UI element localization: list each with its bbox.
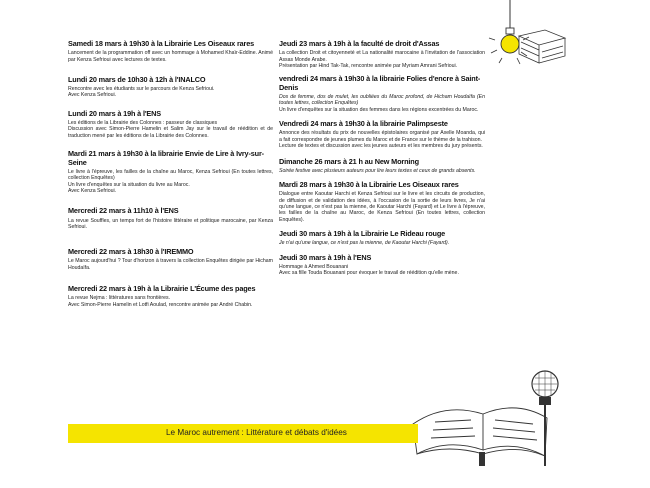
light-bulb-illustration [487,0,577,80]
event-text: Discussion avec Simon-Pierre Hamelin et Salim Jay sur le travail de réédition et de traduction mené par les éditions de la Librairie des Colonnes. [68,126,273,139]
event-block [68,150,273,194]
event-title: Lundi 20 mars de 10h30 à 12h à l'INALCO [68,74,206,84]
event-block [68,207,273,230]
event-block [279,181,485,223]
event-text: La collection Droit et citoyenneté et La nationalité marocaine à l'invitation de l'association Assas Monde Arabe. [279,50,485,63]
event-text: Hommage à Ahmed Bouanani [279,263,349,270]
event-title: Jeudi 30 mars à 19h à l'ENS [279,252,372,262]
event-title: Jeudi 23 mars à 19h à la faculté de droit d'Assas [279,39,440,48]
event-block [68,40,273,63]
event-block [279,40,485,69]
event-text: La revue Souffles, un temps fort de l'histoire littéraire et politique marocaine, par Kenza Sefrioui. [68,217,273,230]
event-block [68,285,273,308]
event-text: Soirée festive avec plusieurs auteurs pour lire leurs textes et ceux de grands absents. [279,167,476,174]
event-block [68,248,273,271]
event-block [279,75,485,113]
banner-text: Le Maroc autrement : Littérature et débats d'idées [166,428,347,437]
event-block [279,254,485,277]
event-text: Le Maroc aujourd'hui ? Tour d'horizon à travers la collection Enquêtes dirigée par Hicham Houdaïfa. [68,258,273,271]
event-title: Mercredi 22 mars à 18h30 à l'IREMMO [68,247,194,257]
event-text: Un livre d'enquêtes sur la situation du livre au Maroc. [68,181,190,188]
left-column [68,40,273,308]
event-title: Lundi 20 mars à 19h à l'ENS [68,108,161,118]
event-text: Annonce des résultats du prix de nouvelles épistolaires organisé par Axelle Moanda, qui a fait correspondre de jeunes plumes du Maroc et de France sur le thème de la trahison. [279,130,485,143]
book-microphone-illustration [405,362,605,472]
event-text: La revue Nejma : littératures sans frontières. [68,295,171,302]
event-block [279,158,485,175]
event-text: Rencontre avec les étudiants sur le parcours de Kenza Sefrioui. [68,86,215,92]
event-block [279,120,485,149]
event-text: Avec sa fille Touda Bouanani pour évoquer le travail de réédition qu'elle mène. [279,270,459,277]
event-text: Présentation par Hind Tak-Tak, rencontre animée par Myriam Amrani Sefrioui. [279,62,458,69]
event-text: Dos de femme, dos de mulet, les oubliées du Maroc profond, de Hicham Houdaïfa (En toutes lettres, collection Enquêtes) [279,94,485,107]
event-text: Le livre à l'épreuve, les failles de la chaîne au Maroc, Kenza Sefrioui (En toutes lettres, collection Enquêtes) [68,168,273,182]
right-column [279,40,485,277]
event-block [68,76,273,99]
event-title: Samedi 18 mars à 19h30 à la Librairie Les Oiseaux rares [68,39,255,48]
event-text: Lancement de la programmation off avec un hommage à Mohamed Khaïr-Eddine. Animé par Kenza Sefrioui avec lectures de textes. [68,50,273,63]
event-block [68,110,273,139]
event-text: Les éditions de la Librairie des Colonnes : passeur de classiques [68,119,218,126]
event-title: vendredi 24 mars à 19h30 à la librairie Folies d'encre à Saint-Denis [279,74,481,92]
event-title: Vendredi 24 mars à 19h30 à la librairie Palimpseste [279,119,448,129]
event-text: Avec Simon-Pierre Hamelin et Lotfi Aoulad, rencontre animée par André Chabin. [68,301,253,308]
event-title: Dimanche 26 mars à 21 h au New Morning [279,156,419,166]
event-text: Dialogue entre Kaoutar Harchi et Kenza Sefrioui sur le livre et les circuits de production, de diffusion et de validation des idées, à l'occasion de la sortie de leurs livres, Je n'ai qu'une langue, ce n'est pas la mienne, de Kaoutar Harchi (Fayard) et Le livre à l'épreuve, les failles de la chaîne au Maroc, de Kenza Sefrioui (En toutes lettres, collection Enquêtes). [279,191,485,223]
event-text: Je n'ai qu'une langue, ce n'est pas la mienne, de Kaoutar Harchi (Fayard). [279,240,450,247]
event-title: Mardi 21 mars à 19h30 à la librairie Envie de Lire à Ivry-sur-Seine [68,149,264,167]
event-title: Mardi 28 mars à 19h30 à la Librairie Les Oiseaux rares [279,180,459,190]
event-text: Avec Kenza Sefrioui. [68,188,117,195]
event-text: Lecture de textes et discussion avec les jeunes auteurs et les membres du jury présents. [279,143,483,150]
event-title: Mercredi 22 mars à 11h10 à l'ENS [68,206,179,216]
event-title: Mercredi 22 mars à 19h à la Librairie L'Écume des pages [68,284,256,294]
event-title: Jeudi 30 mars à 19h à la Librairie Le Rideau rouge [279,229,446,239]
event-text: Avec Kenza Sefrioui. [68,92,117,99]
yellow-banner [68,424,418,443]
event-block [279,230,485,247]
event-text: Un livre d'enquêtes sur la situation des femmes dans les régions excentrées du Maroc. [279,106,479,113]
